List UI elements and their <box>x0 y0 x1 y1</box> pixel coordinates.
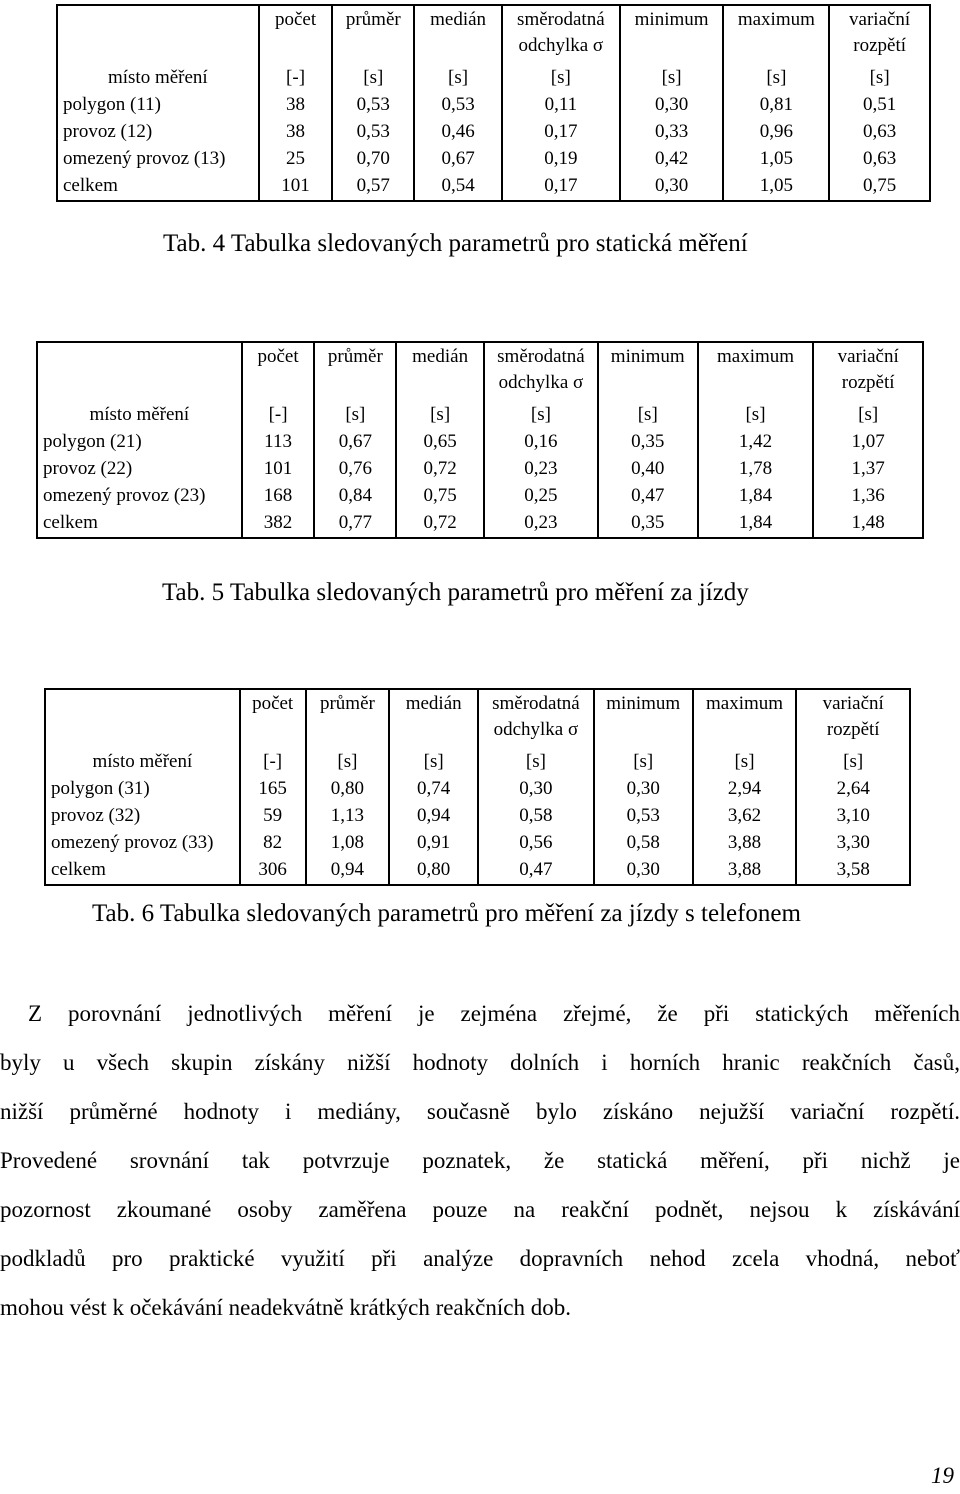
table-caption: Tab. 6 Tabulka sledovaných parametrů pro měření za jízdy s telefonem <box>92 900 801 927</box>
table-cell: 0,76 <box>314 456 396 483</box>
corner-cell <box>45 689 240 719</box>
table-cell: 0,47 <box>478 857 594 885</box>
column-header: směrodatná <box>478 689 594 719</box>
row-label: polygon (31) <box>45 776 240 803</box>
unit-cell: [-] <box>240 749 306 776</box>
corner-cell <box>37 372 242 402</box>
table-cell: 0,42 <box>620 146 724 173</box>
table-cell: 0,25 <box>484 483 598 510</box>
table-row <box>57 92 930 119</box>
table-static-measurements <box>56 4 931 202</box>
table-cell: 1,07 <box>813 429 923 456</box>
unit-cell: [s] <box>306 749 390 776</box>
table-cell: 0,30 <box>620 92 724 119</box>
column-header-sub <box>723 35 829 65</box>
column-header-sub <box>259 35 333 65</box>
column-header-sub: rozpětí <box>829 35 930 65</box>
paragraph-line: Provedené srovnání tak potvrzuje poznatek, že statická měření, při nichž je <box>0 1148 960 1173</box>
paragraph-line: Z porovnání jednotlivých měření je zejména zřejmé, že při statických měřeních <box>28 1001 960 1026</box>
table-cell: 1,36 <box>813 483 923 510</box>
row-header-label: místo měření <box>37 402 242 429</box>
table-row <box>57 146 930 173</box>
row-header-label: místo měření <box>57 65 259 92</box>
table-cell: 82 <box>240 830 306 857</box>
table-row <box>45 776 910 803</box>
table-cell: 101 <box>242 456 315 483</box>
units-row <box>37 402 923 429</box>
table-cell: 1,42 <box>698 429 814 456</box>
table-cell: 0,35 <box>598 510 698 538</box>
table-cell: 25 <box>259 146 333 173</box>
column-header-sub <box>598 372 698 402</box>
table-cell: 0,94 <box>389 803 478 830</box>
column-header: minimum <box>594 689 693 719</box>
table-cell: 0,23 <box>484 456 598 483</box>
table-cell: 0,33 <box>620 119 724 146</box>
unit-cell: [s] <box>478 749 594 776</box>
column-header-sub <box>620 35 724 65</box>
unit-cell: [s] <box>389 749 478 776</box>
units-row <box>57 65 930 92</box>
paragraph-line: byly u všech skupin získány nižší hodnoty dolních i horních hranic reakčních časů, <box>0 1050 960 1075</box>
table-cell: 0,53 <box>332 119 414 146</box>
unit-cell: [s] <box>620 65 724 92</box>
unit-cell: [s] <box>594 749 693 776</box>
table-cell: 101 <box>259 173 333 201</box>
table-row <box>45 857 910 885</box>
row-label: celkem <box>45 857 240 885</box>
unit-cell: [s] <box>723 65 829 92</box>
table-cell: 3,30 <box>796 830 910 857</box>
table-cell: 0,75 <box>829 173 930 201</box>
table-cell: 0,65 <box>396 429 484 456</box>
table-cell: 0,96 <box>723 119 829 146</box>
column-header: maximum <box>698 342 814 372</box>
column-header: počet <box>240 689 306 719</box>
table-cell: 1,48 <box>813 510 923 538</box>
unit-cell: [s] <box>693 749 797 776</box>
header-row <box>57 35 930 65</box>
table-cell: 0,58 <box>478 803 594 830</box>
header-row <box>45 689 910 719</box>
header-row <box>37 372 923 402</box>
unit-cell: [-] <box>242 402 315 429</box>
unit-cell: [s] <box>332 65 414 92</box>
unit-cell: [s] <box>314 402 396 429</box>
table-cell: 38 <box>259 92 333 119</box>
table-cell: 0,77 <box>314 510 396 538</box>
unit-cell: [s] <box>414 65 502 92</box>
table-cell: 1,84 <box>698 483 814 510</box>
column-header: medián <box>389 689 478 719</box>
table-cell: 0,58 <box>594 830 693 857</box>
unit-cell: [s] <box>502 65 620 92</box>
unit-cell: [s] <box>796 749 910 776</box>
unit-cell: [s] <box>396 402 484 429</box>
table-cell: 0,80 <box>389 857 478 885</box>
corner-cell <box>57 5 259 35</box>
table-cell: 306 <box>240 857 306 885</box>
table-cell: 2,94 <box>693 776 797 803</box>
column-header: variační <box>813 342 923 372</box>
corner-cell <box>57 35 259 65</box>
row-label: polygon (11) <box>57 92 259 119</box>
table-cell: 382 <box>242 510 315 538</box>
column-header-sub <box>594 719 693 749</box>
column-header-sub <box>306 719 390 749</box>
table-cell: 0,40 <box>598 456 698 483</box>
column-header: maximum <box>723 5 829 35</box>
column-header: variační <box>829 5 930 35</box>
table-cell: 0,19 <box>502 146 620 173</box>
column-header-sub: odchylka σ <box>502 35 620 65</box>
table-cell: 0,51 <box>829 92 930 119</box>
row-label: omezený provoz (13) <box>57 146 259 173</box>
table-cell: 0,67 <box>314 429 396 456</box>
table-cell: 0,70 <box>332 146 414 173</box>
paragraph-line: nižší průměrné hodnoty i mediány, současně bylo získáno nejužší variační rozpětí. <box>0 1099 960 1124</box>
table-cell: 3,88 <box>693 830 797 857</box>
table-cell: 0,30 <box>594 776 693 803</box>
table-cell: 0,17 <box>502 173 620 201</box>
unit-cell: [s] <box>829 65 930 92</box>
table-cell: 1,78 <box>698 456 814 483</box>
table-caption: Tab. 5 Tabulka sledovaných parametrů pro měření za jízdy <box>162 579 749 606</box>
table-cell: 0,67 <box>414 146 502 173</box>
table-cell: 0,16 <box>484 429 598 456</box>
column-header-sub <box>396 372 484 402</box>
table-cell: 1,13 <box>306 803 390 830</box>
table-cell: 0,84 <box>314 483 396 510</box>
table-driving-phone-measurements <box>44 688 911 886</box>
table-row <box>37 429 923 456</box>
table-cell: 0,57 <box>332 173 414 201</box>
header-row <box>37 342 923 372</box>
unit-cell: [s] <box>698 402 814 429</box>
table-cell: 0,81 <box>723 92 829 119</box>
table-cell: 0,75 <box>396 483 484 510</box>
table-cell: 0,35 <box>598 429 698 456</box>
body-paragraph <box>0 989 960 1332</box>
table-cell: 0,53 <box>332 92 414 119</box>
table-driving-measurements <box>36 341 924 539</box>
row-label: provoz (22) <box>37 456 242 483</box>
paragraph-line: pozornost zkoumané osoby zaměřena pouze na reakční podnět, nejsou k získávání <box>0 1197 960 1222</box>
column-header-sub <box>240 719 306 749</box>
table-cell: 3,88 <box>693 857 797 885</box>
column-header: počet <box>242 342 315 372</box>
table-cell: 0,53 <box>594 803 693 830</box>
corner-cell <box>45 719 240 749</box>
row-label: polygon (21) <box>37 429 242 456</box>
unit-cell: [-] <box>259 65 333 92</box>
table-cell: 0,94 <box>306 857 390 885</box>
column-header: maximum <box>693 689 797 719</box>
column-header-sub <box>332 35 414 65</box>
table-cell: 0,63 <box>829 119 930 146</box>
table-cell: 2,64 <box>796 776 910 803</box>
table-cell: 0,47 <box>598 483 698 510</box>
table-cell: 165 <box>240 776 306 803</box>
table-cell: 0,53 <box>414 92 502 119</box>
column-header: medián <box>396 342 484 372</box>
paragraph-line: mohou vést k očekávání neadekvátně krátkých reakčních dob. <box>0 1295 571 1320</box>
column-header: počet <box>259 5 333 35</box>
table-cell: 0,72 <box>396 456 484 483</box>
table-cell: 3,62 <box>693 803 797 830</box>
table-cell: 0,23 <box>484 510 598 538</box>
table-cell: 0,11 <box>502 92 620 119</box>
header-row <box>45 719 910 749</box>
row-label: omezený provoz (23) <box>37 483 242 510</box>
column-header: minimum <box>620 5 724 35</box>
paragraph-line: podkladů pro praktické využití při analýze dopravních nehod zcela vhodná, neboť <box>0 1246 960 1271</box>
column-header-sub: odchylka σ <box>478 719 594 749</box>
column-header: minimum <box>598 342 698 372</box>
table-cell: 38 <box>259 119 333 146</box>
column-header: variační <box>796 689 910 719</box>
column-header: medián <box>414 5 502 35</box>
row-label: provoz (12) <box>57 119 259 146</box>
table-cell: 0,30 <box>594 857 693 885</box>
table-cell: 113 <box>242 429 315 456</box>
table-cell: 0,17 <box>502 119 620 146</box>
table-cell: 1,05 <box>723 146 829 173</box>
column-header-sub <box>389 719 478 749</box>
row-label: celkem <box>37 510 242 538</box>
column-header-sub: odchylka σ <box>484 372 598 402</box>
table-cell: 0,54 <box>414 173 502 201</box>
table-cell: 3,10 <box>796 803 910 830</box>
table-cell: 59 <box>240 803 306 830</box>
unit-cell: [s] <box>813 402 923 429</box>
table-row <box>45 803 910 830</box>
header-row <box>57 5 930 35</box>
column-header-sub <box>698 372 814 402</box>
table-cell: 0,91 <box>389 830 478 857</box>
table-cell: 0,80 <box>306 776 390 803</box>
table-row <box>37 483 923 510</box>
table-cell: 1,08 <box>306 830 390 857</box>
page-number: 19 <box>931 1463 954 1488</box>
column-header-sub <box>693 719 797 749</box>
table-cell: 0,46 <box>414 119 502 146</box>
table-row <box>57 119 930 146</box>
table-cell: 0,72 <box>396 510 484 538</box>
column-header-sub <box>242 372 315 402</box>
table-cell: 0,56 <box>478 830 594 857</box>
table-cell: 1,84 <box>698 510 814 538</box>
row-header-label: místo měření <box>45 749 240 776</box>
table-cell: 0,63 <box>829 146 930 173</box>
table-cell: 3,58 <box>796 857 910 885</box>
table-cell: 0,30 <box>478 776 594 803</box>
row-label: celkem <box>57 173 259 201</box>
table-caption: Tab. 4 Tabulka sledovaných parametrů pro statická měření <box>163 230 748 257</box>
unit-cell: [s] <box>484 402 598 429</box>
column-header: průměr <box>306 689 390 719</box>
unit-cell: [s] <box>598 402 698 429</box>
corner-cell <box>37 342 242 372</box>
column-header-sub: rozpětí <box>813 372 923 402</box>
table-row <box>37 456 923 483</box>
table-cell: 168 <box>242 483 315 510</box>
table-cell: 0,74 <box>389 776 478 803</box>
row-label: omezený provoz (33) <box>45 830 240 857</box>
units-row <box>45 749 910 776</box>
column-header: směrodatná <box>502 5 620 35</box>
table-row <box>57 173 930 201</box>
row-label: provoz (32) <box>45 803 240 830</box>
column-header: průměr <box>314 342 396 372</box>
column-header-sub <box>314 372 396 402</box>
column-header-sub: rozpětí <box>796 719 910 749</box>
table-cell: 0,30 <box>620 173 724 201</box>
column-header-sub <box>414 35 502 65</box>
column-header: průměr <box>332 5 414 35</box>
column-header: směrodatná <box>484 342 598 372</box>
table-row <box>37 510 923 538</box>
table-cell: 1,05 <box>723 173 829 201</box>
table-row <box>45 830 910 857</box>
table-cell: 1,37 <box>813 456 923 483</box>
